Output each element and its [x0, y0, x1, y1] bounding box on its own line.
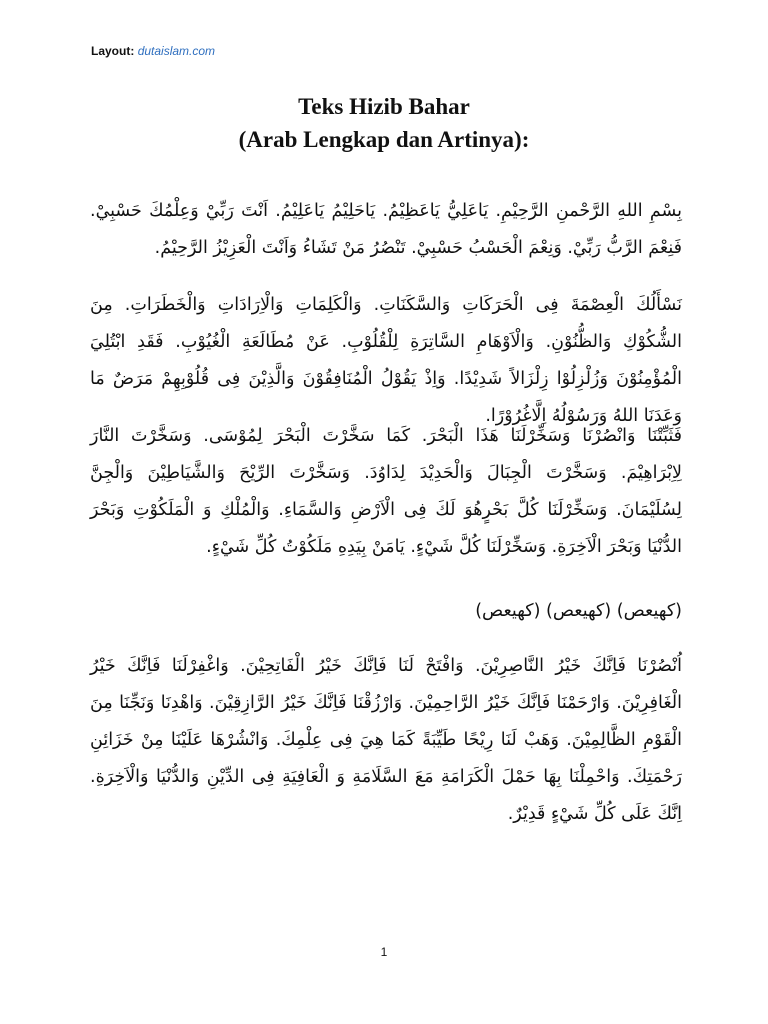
arabic-paragraph-5: اُنْصُرْنَا فَاِنَّكَ خَيْرُ النَّاصِرِيْنَ. وَافْتَحْ لَنَا فَاِنَّكَ خَيْرُ الْفَاتِحِيْنَ. وَاغْفِرْلَنَا فَاِنَّكَ خَيْرُ الْغَافِرِيْنَ. وَارْحَمْنَا فَاِنَّكَ خَيْرُ الرَّاحِمِيْنَ. وَارْزُقْنَا فَاِنَّكَ خَيْرُ الرَّازِقِيْنَ. وَاهْدِنَا وَنَجِّنَا مِنَ الْقَوْمِ الظَّالِمِيْنَ. وَهَبْ لَنَا رِيْحًا طَيِّبَةً كَمَا هِيَ فِى عِلْمِكَ. وَانْشُرْهَا عَلَيْنَا مِنْ خَزَائِنِ رَحْمَتِكَ. وَاحْمِلْنَا بِهَا حَمْلَ الْكَرَامَةِ مَعَ السَّلَامَةِ وَ الْعَافِيَةِ فِى الدِّيْنِ وَالدُّنْيَا وَالْاَخِرَةِ. اِنَّكَ عَلَى كُلِّ شَيْءٍ قَدِيْرٌ.: [90, 656, 682, 824]
layout-source-link[interactable]: dutaislam.com: [137, 44, 216, 58]
arabic-paragraph-2: نَسْأَلُكَ الْعِصْمَةَ فِى الْحَرَكَاتِ وَالسَّكَنَاتِ. وَالْكَلِمَاتِ وَالْاِرَادَاتِ وَالْخَطَرَاتِ. مِنَ الشُّكُوْكِ وَالظُّنُوْنِ. وَالْاَوْهَامِ السَّاتِرَةِ لِلْقُلُوْبِ. عَنْ مُطَالَعَةِ الْغُيُوْبِ. فَقَدِ ابْتُلِيَ الْمُؤْمِنُوْنَ وَزُلْزِلُوْا زِلْزَالاً شَدِيْدًا. وَاِذْ يَقُوْلُ الْمُنَافِقُوْنَ وَالَّذِيْنَ فِى قُلُوْبِهِمْ مَرَضٌ مَا وَعَدَنَا اللهُ وَرَسُوْلُهُ اِلَّاغُرُوْرًا.: [90, 295, 682, 426]
document-subtitle: (Arab Lengkap dan Artinya):: [238, 127, 530, 152]
layout-credit: [91, 44, 215, 58]
arabic-paragraph-1: بِسْمِ اللهِ الرَّحْمنِ الرَّحِيْمِ. يَاعَلِيُّ يَاعَظِيْمُ. يَاحَلِيْمُ يَاعَلِيْمُ. اَنْتَ رَبِّيْ وَعِلْمُكَ حَسْبِيْ. فَنِعْمَ الرَّبُّ رَبِّيْ. وَنِعْمَ الْحَسْبُ حَسْبِيْ. تَنْصُرُ مَنْ تَشَاءُ وَاَنْتَ الْعَزِيْزُ الرَّحِيْمُ.: [90, 201, 682, 258]
arabic-paragraph-3: فَثَبِّتْنَا وَانْصُرْنَا وَسَخِّرْلَنَا هَذَا الْبَحْرَ. كَمَا سَخَّرْتَ الْبَحْرَ لِمُوْسَى. وَسَخَّرْتَ النَّارَ لِاِبْرَاهِيْمَ. وَسَخَّرْتَ الْجِبَالَ وَالْحَدِيْدَ لِدَاوُدَ. وَسَخَّرْتَ الرِّيْحَ وَالشَّيَاطِيْنَ وَالْجِنَّ لِسُلَيْمَانَ. وَسَخِّرْلَنَا كُلَّ بَحْرٍهُوَ لَكَ فِى الْاَرْضِ وَالسَّمَاءِ. وَالْمُلْكِ وَ الْمَلَكُوْتِ وَبَحْرَ الدُّنْيَا وَبَحْرَ الْاَخِرَةِ. وَسَخِّرْلَنَا كُلَّ شَيْءٍ. يَامَنْ بِيَدِهِ مَلَكُوْتُ كُلِّ شَيْءٍ.: [90, 426, 682, 557]
document-title: Teks Hizib Bahar: [298, 94, 470, 119]
arabic-paragraph-4: (كهيعص) (كهيعص) (كهيعص): [475, 601, 682, 621]
layout-label: Layout:: [91, 44, 135, 58]
page-number: 1: [380, 945, 388, 959]
